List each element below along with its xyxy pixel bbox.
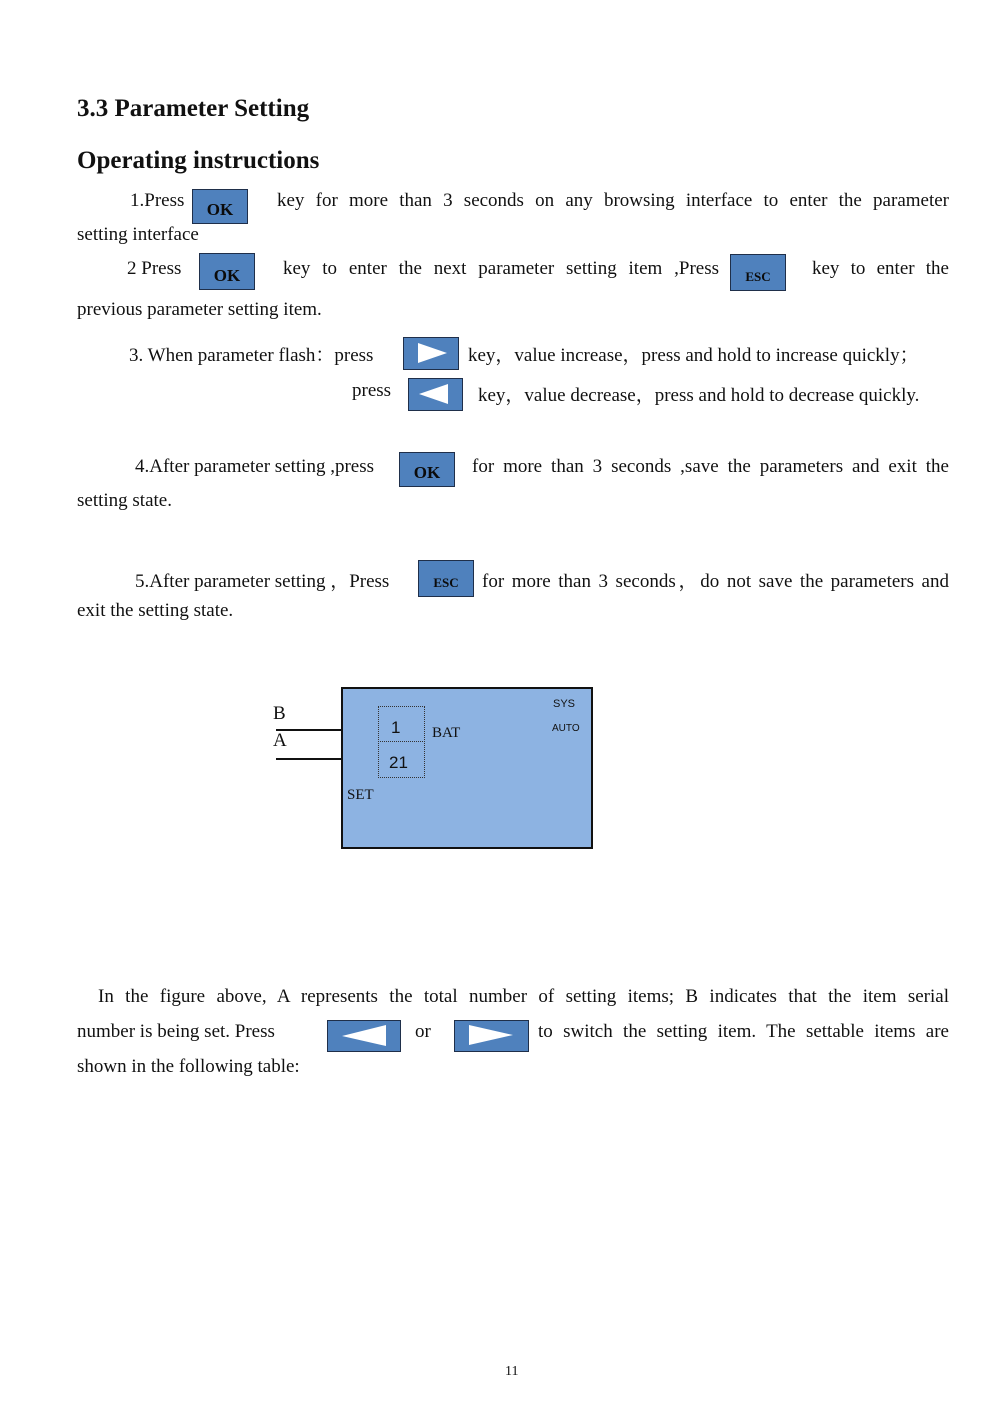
step2-text: key to enter the next parameter setting item ,Press [283,258,719,279]
set-label: SET [347,787,374,803]
paragraph-line1: In the figure above, A represents the total number of setting items; B indicates that the item serial [98,986,949,1007]
serial-box [378,706,425,742]
label-a: A [273,730,287,751]
subsection-title: Operating instructions [77,147,320,174]
step2-text-end: key to enter the [812,258,949,279]
step5-continuation: exit the setting state. [77,600,234,621]
left-arrow-key [408,378,463,411]
left-arrow-icon [409,379,461,409]
auto-label: AUTO [552,723,580,734]
bat-label: BAT [432,725,461,741]
esc-key: ESC [730,254,786,291]
right-arrow-icon [404,338,457,368]
left-arrow-icon [328,1021,399,1050]
ok-key: OK [192,189,248,224]
right-arrow-key [454,1020,529,1052]
step3-text: key，value increase，press and hold to increase quickly； [468,345,919,366]
step2-continuation: previous parameter setting item. [77,299,322,320]
step3-prefix: 3. When parameter flash：press [129,345,374,366]
paragraph-line3: shown in the following table: [77,1056,300,1077]
step1-continuation: setting interface [77,224,199,245]
step1-text: key for more than 3 seconds on any browsing interface to enter the parameter [277,190,949,211]
item-serial: 1 [391,718,401,737]
item-total: 21 [389,753,408,772]
ok-key: OK [399,452,455,487]
step5-text: for more than 3 seconds，do not save the parameters and [482,571,949,592]
paragraph-line2-a: number is being set. Press [77,1021,275,1042]
sys-label: SYS [553,698,576,710]
paragraph-or: or [415,1021,431,1042]
step4-text: for more than 3 seconds ,save the parameters and exit the [472,456,949,477]
step5-prefix: 5.After parameter setting ，Press [135,571,390,592]
step1-prefix: 1.Press [130,190,185,211]
right-arrow-icon [455,1021,527,1050]
right-arrow-key [403,337,459,370]
esc-key: ESC [418,560,474,597]
page-number: 11 [505,1364,519,1379]
section-title: 3.3 Parameter Setting [77,95,310,122]
step4-prefix: 4.After parameter setting ,press [135,456,374,477]
lcd-screen [341,687,593,849]
paragraph-line2-b: to switch the setting item. The settable items are [538,1021,949,1042]
step3-prefix2: press [352,380,392,401]
left-arrow-key [327,1020,401,1052]
label-b: B [273,703,286,724]
step3-text2: key，value decrease，press and hold to decrease quickly. [478,385,920,406]
step2-prefix: 2 Press [127,258,182,279]
step4-continuation: setting state. [77,490,172,511]
ok-key: OK [199,253,255,290]
